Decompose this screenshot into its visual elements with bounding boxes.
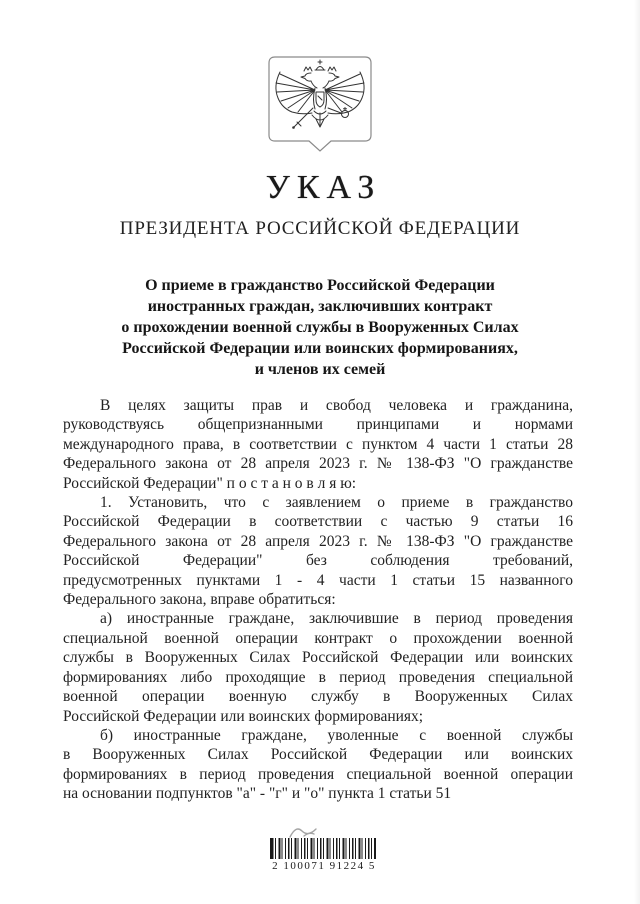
barcode [270, 838, 378, 873]
paragraph-item-1 [63, 493, 573, 609]
text-line: Федерального закона от 28 апреля 2023 г. № 138-ФЗ "О гражданстве [63, 532, 573, 550]
text-line: Российской Федерации в соответствии с частью 9 статьи 16 [63, 513, 573, 531]
text-line: 1. Установить, что с заявлением о приеме в гражданство [100, 494, 573, 512]
subject-line: О приеме в гражданство Российской Федерации [145, 277, 495, 294]
paragraph-preamble [63, 396, 573, 493]
text-line: на основании подпунктов "а" - "г" и "о" пункта 1 статьи 51 [63, 785, 452, 803]
text-line: руководствуясь общепризнанными принципами и нормами [63, 416, 573, 434]
text-line: военной операции военную службу в Вооруженных Силах [63, 688, 573, 706]
text-line: международного права, в соответствии с пунктом 4 части 1 статьи 28 [63, 435, 573, 453]
text-line: службы в Вооруженных Силах Российской Федерации или воинских [63, 649, 573, 667]
text-line: в Вооруженных Силах Российской Федерации или воинских [63, 746, 573, 764]
text-line: Российской Федерации" без соблюдения требований, [63, 552, 573, 570]
subject-line: иностранных граждан, заключивших контракт [147, 298, 493, 315]
subject-line: и членов их семей [254, 361, 386, 378]
text-line: Российской Федерации или воинских формированиях; [63, 707, 424, 725]
russian-coat-of-arms [268, 56, 372, 159]
decree-body-text [63, 396, 573, 804]
text-line: Федерального закона, вправе обратиться: [63, 591, 336, 609]
coat-of-arms-icon [268, 56, 372, 154]
text-line: а) иностранные граждане, заключившие в период проведения [100, 610, 573, 628]
text-line: специальной военной операции контракт о прохождении военной [63, 629, 573, 647]
text-line: формированиях либо проходящие в период проведения специальной [63, 668, 573, 686]
text-line: Российской Федерации" п о с т а н о в л я ю: [63, 474, 357, 492]
paragraph-subitem-a [63, 609, 573, 725]
document-title: УКАЗ [265, 169, 382, 206]
ink-smudge-mark [286, 821, 330, 841]
text-line: б) иностранные граждане, уволенные с военной службы [100, 726, 573, 744]
barcode-bars [270, 838, 376, 859]
text-line: В целях защиты прав и свобод человека и гражданина, [100, 397, 573, 414]
paragraph-subitem-b [63, 726, 573, 804]
text-line: Федерального закона от 28 апреля 2023 г. № 138-ФЗ "О гражданстве [63, 455, 573, 473]
document-subtitle: ПРЕЗИДЕНТА РОССИЙСКОЙ ФЕДЕРАЦИИ [119, 218, 521, 239]
decree-subject-heading [0, 275, 640, 380]
text-line: формированиях в период проведения специальной военной операции [63, 765, 573, 783]
text-line: предусмотренных пунктами 1 - 4 части 1 статьи 15 названного [63, 571, 573, 589]
subject-line: о прохождении военной службы в Вооруженных Силах [121, 319, 519, 336]
barcode-digits: 2 100071 91224 5 [272, 859, 376, 872]
subject-line: Российской Федерации или воинских формированиях, [122, 340, 518, 357]
